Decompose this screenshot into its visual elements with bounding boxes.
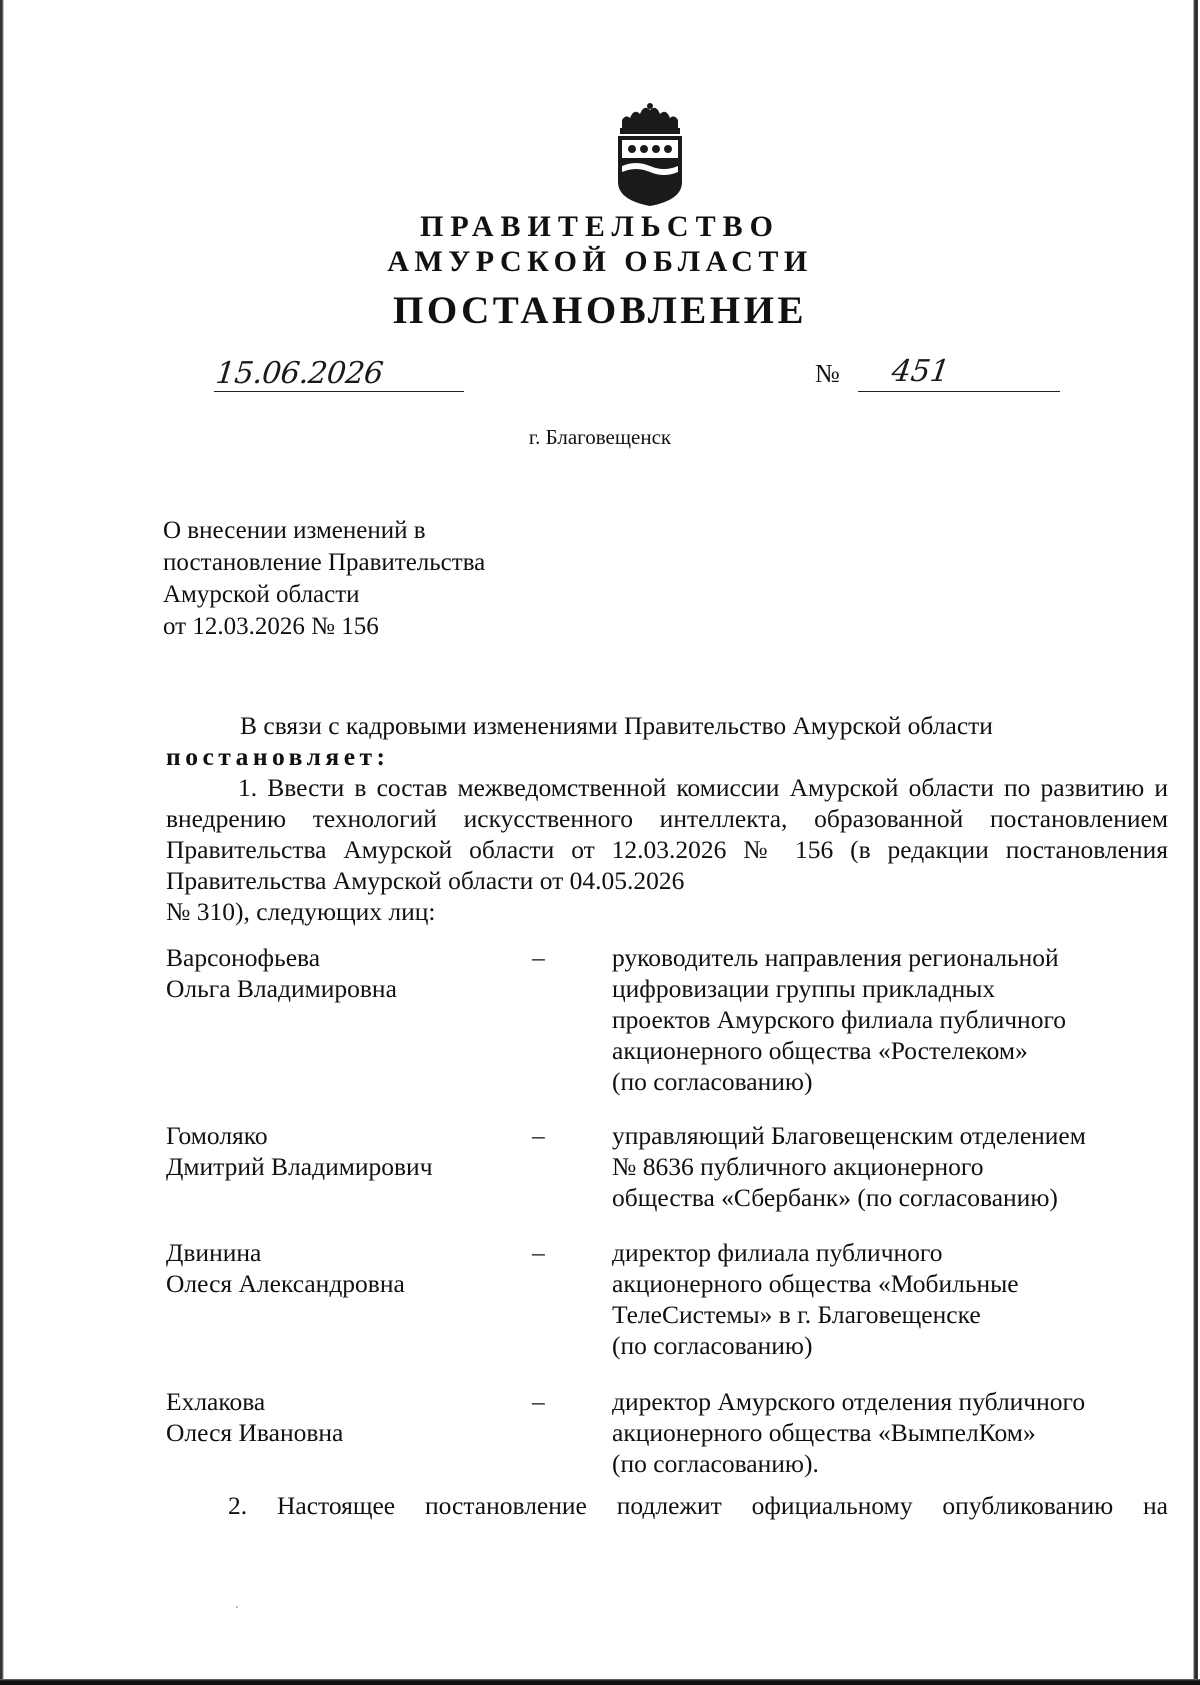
document-date: 15.06.2026: [214, 356, 385, 391]
member-role: руководитель направления региональной цифровизации группы прикладных проектов Амурского филиала публичного акционерного общества «Ростелеком» (по согласованию): [612, 943, 1067, 1096]
document-subject: [163, 515, 485, 643]
member-name: Гомоляко Дмитрий Владимирович: [166, 1121, 433, 1181]
subject-line: постановление Правительства: [163, 549, 486, 576]
member-role: директор Амурского отделения публичного акционерного общества «ВымпелКом» (по согласованию).: [612, 1387, 1086, 1478]
member-name: Двинина Олеся Александровна: [166, 1238, 405, 1298]
member-name: Варсонофьева Ольга Владимировна: [166, 943, 397, 1003]
document-number: 451: [889, 354, 952, 389]
amur-region-coat-of-arms-icon: [612, 100, 688, 218]
number-underline: [858, 391, 1060, 392]
subject-line: от 12.03.2026 № 156: [163, 613, 379, 640]
paragraph-1-last-line: № 310), следующих лиц:: [166, 897, 436, 926]
city: г. Благовещенск: [528, 425, 672, 449]
member-dash: –: [532, 943, 545, 972]
scan-edge-bottom: [0, 1679, 1200, 1685]
government-title: ПРАВИТЕЛЬСТВО: [420, 210, 780, 243]
member-role: директор филиала публичного акционерного общества «Мобильные ТелеСистемы» в г. Благовещенске (по согласованию): [612, 1238, 1019, 1360]
intro-paragraph: В связи с кадровыми изменениями Правительство Амурской области: [240, 711, 993, 740]
region-title: АМУРСКОЙ ОБЛАСТИ: [387, 245, 813, 278]
member-name: Ехлакова Олеся Ивановна: [166, 1387, 344, 1447]
resolve-word: постановляет:: [166, 742, 390, 771]
member-row: [166, 1386, 1176, 1486]
number-sign: №: [815, 359, 840, 388]
paragraph-2: 2. Настоящее постановление подлежит официальному опубликованию на: [228, 1491, 1168, 1520]
scan-speck: [236, 1606, 238, 1608]
subject-line: Амурской области: [163, 581, 360, 608]
paragraph-1: 1. Ввести в состав межведомственной комиссии Амурской области по развитию и внедрению технологий искусственного интеллекта, образованной постановлением Правительства Амурской области от 12.03.2026 № 156 (в редакции постановления Правительства Амурской области от 04.05.2026: [166, 773, 1168, 895]
member-row: [166, 1120, 1176, 1220]
member-dash: –: [532, 1387, 545, 1416]
member-role: управляющий Благовещенским отделением № 8636 публичного акционерного общества «Сбербанк» (по согласованию): [612, 1121, 1086, 1212]
subject-line: О внесении изменений в: [163, 517, 426, 544]
member-dash: –: [532, 1238, 545, 1267]
date-underline: [214, 391, 464, 392]
member-row: [166, 1237, 1176, 1367]
member-row: [166, 942, 1176, 1102]
document-type-title: ПОСТАНОВЛЕНИЕ: [392, 289, 807, 332]
member-dash: –: [532, 1121, 545, 1150]
